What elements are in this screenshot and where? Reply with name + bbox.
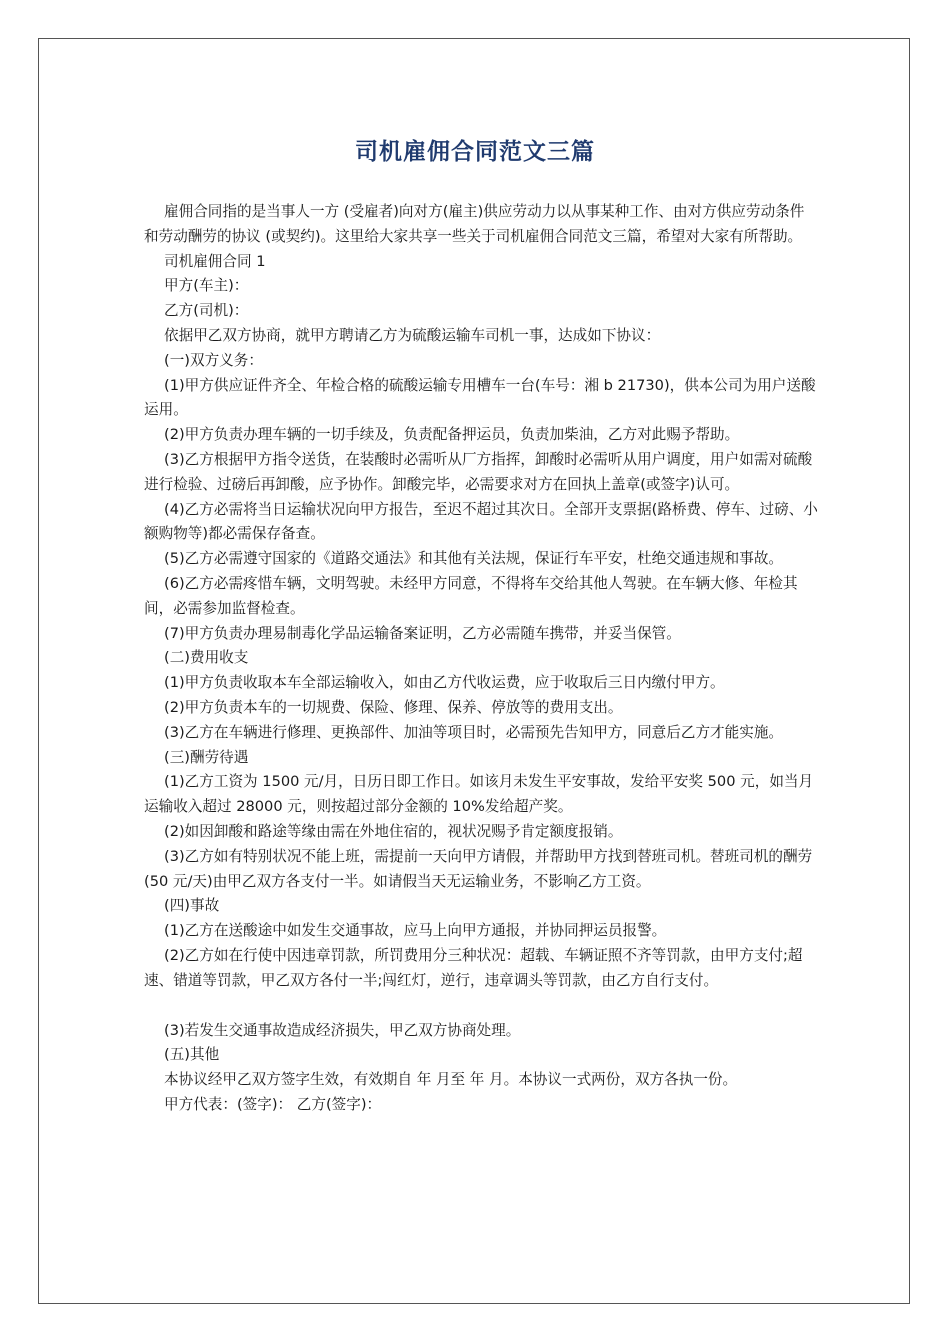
clause: (1)甲方负责收取本车全部运输收入，如由乙方代收运费，应于收取后三日内缴付甲方。 (164, 674, 725, 692)
clause: (3)乙方在车辆进行修理、更换部件、加油等项目时，必需预先告知甲方，同意后乙方才能实施。 (164, 723, 784, 741)
clause: (7)甲方负责办理易制毒化学品运输备案证明，乙方必需随车携带，并妥当保管。 (164, 624, 681, 642)
clause: (4)乙方必需将当日运输状况向甲方报告，至迟不超过其次日。全部开支票据(路桥费、停车、过磅、小额购物等)都必需保存备查。 (144, 500, 818, 543)
signature-line: 甲方代表：(签字)： 乙方(签字)： (164, 1095, 382, 1113)
clause: (5)乙方必需遵守国家的《道路交通法》和其他有关法规，保证行车平安，杜绝交通违规和事故。 (164, 550, 784, 568)
clause: (3)乙方根据甲方指令送货，在装酸时必需听从厂方指挥，卸酸时必需听从用户调度，用户如需对硫酸进行检验、过磅后再卸酸，应予协作。卸酸完毕，必需要求对方在回执上盖章(或签字)认可。 (144, 450, 813, 493)
party-a-line: 甲方(车主)： (164, 277, 249, 295)
clause: (2)如因卸酸和路途等缘由需在外地住宿的，视状况赐予肯定额度报销。 (164, 822, 623, 840)
clause: (1)乙方在送酸途中如发生交通事故，应马上向甲方通报，并协同押运员报警。 (164, 922, 667, 940)
section-heading: (三)酬劳待遇 (164, 748, 249, 766)
section-heading: (五)其他 (164, 1046, 220, 1064)
section-heading: (四)事故 (164, 897, 220, 915)
section-heading: (一)双方义务： (164, 351, 263, 369)
clause: (1)甲方供应证件齐全、年检合格的硫酸运输专用槽车一台(车号：湘 b 21730)，供本公司为用户送酸运用。 (144, 376, 816, 419)
intro-paragraph: 雇佣合同指的是当事人一方 (受雇者)向对方(雇主)供应劳动力以从事某种工作、由对方供应劳动条件和劳动酬劳的协议 (或契约)。这里给大家共享一些关于司机雇佣合同范文三篇，希望对大家有所帮助。 (144, 203, 805, 245)
party-b-line: 乙方(司机)： (164, 302, 249, 320)
clause: (2)乙方如在行使中因违章罚款，所罚费用分三种状况：超载、车辆证照不齐等罚款，由甲方支付;超速、错道等罚款，甲乙双方各付一半;闯红灯，逆行，违章调头等罚款，由乙方自行支付。 (144, 946, 803, 989)
section-heading: (二)费用收支 (164, 649, 249, 667)
clause: (3)乙方如有特别状况不能上班，需提前一天向甲方请假，并帮助甲方找到替班司机。替班司机的酬劳(50 元/天)由甲乙双方各支付一半。如请假当天无运输业务，不影响乙方工资。 (144, 847, 813, 890)
document-body (144, 200, 818, 1118)
clause: (1)乙方工资为 1500 元/月，日历日即工作日。如该月未发生平安事故，发给平安奖 500 元，如当月运输收入超过 28000 元，则按超过部分金额的 10%发给超产奖。 (144, 773, 814, 816)
contract-heading: 司机雇佣合同 1 (164, 252, 266, 270)
clause: (2)甲方负责办理车辆的一切手续及，负责配备押运员，负责加柴油，乙方对此赐予帮助。 (164, 426, 740, 444)
agreement-preamble: 依据甲乙双方协商，就甲方聘请乙方为硫酸运输车司机一事，达成如下协议： (164, 326, 661, 344)
document-title: 司机雇佣合同范文三篇 (355, 139, 595, 165)
clause: (6)乙方必需疼惜车辆，文明驾驶。未经甲方同意，不得将车交给其他人驾驶。在车辆大修、年检其间，必需参加监督检查。 (144, 574, 798, 617)
clause: 本协议经甲乙双方签字生效，有效期自 年 月至 年 月。本协议一式两份，双方各执一份。 (164, 1071, 738, 1089)
clause: (3)若发生交通事故造成经济损失，甲乙双方协商处理。 (164, 1021, 521, 1039)
clause: (2)甲方负责本车的一切规费、保险、修理、保养、停放等的费用支出。 (164, 698, 623, 716)
